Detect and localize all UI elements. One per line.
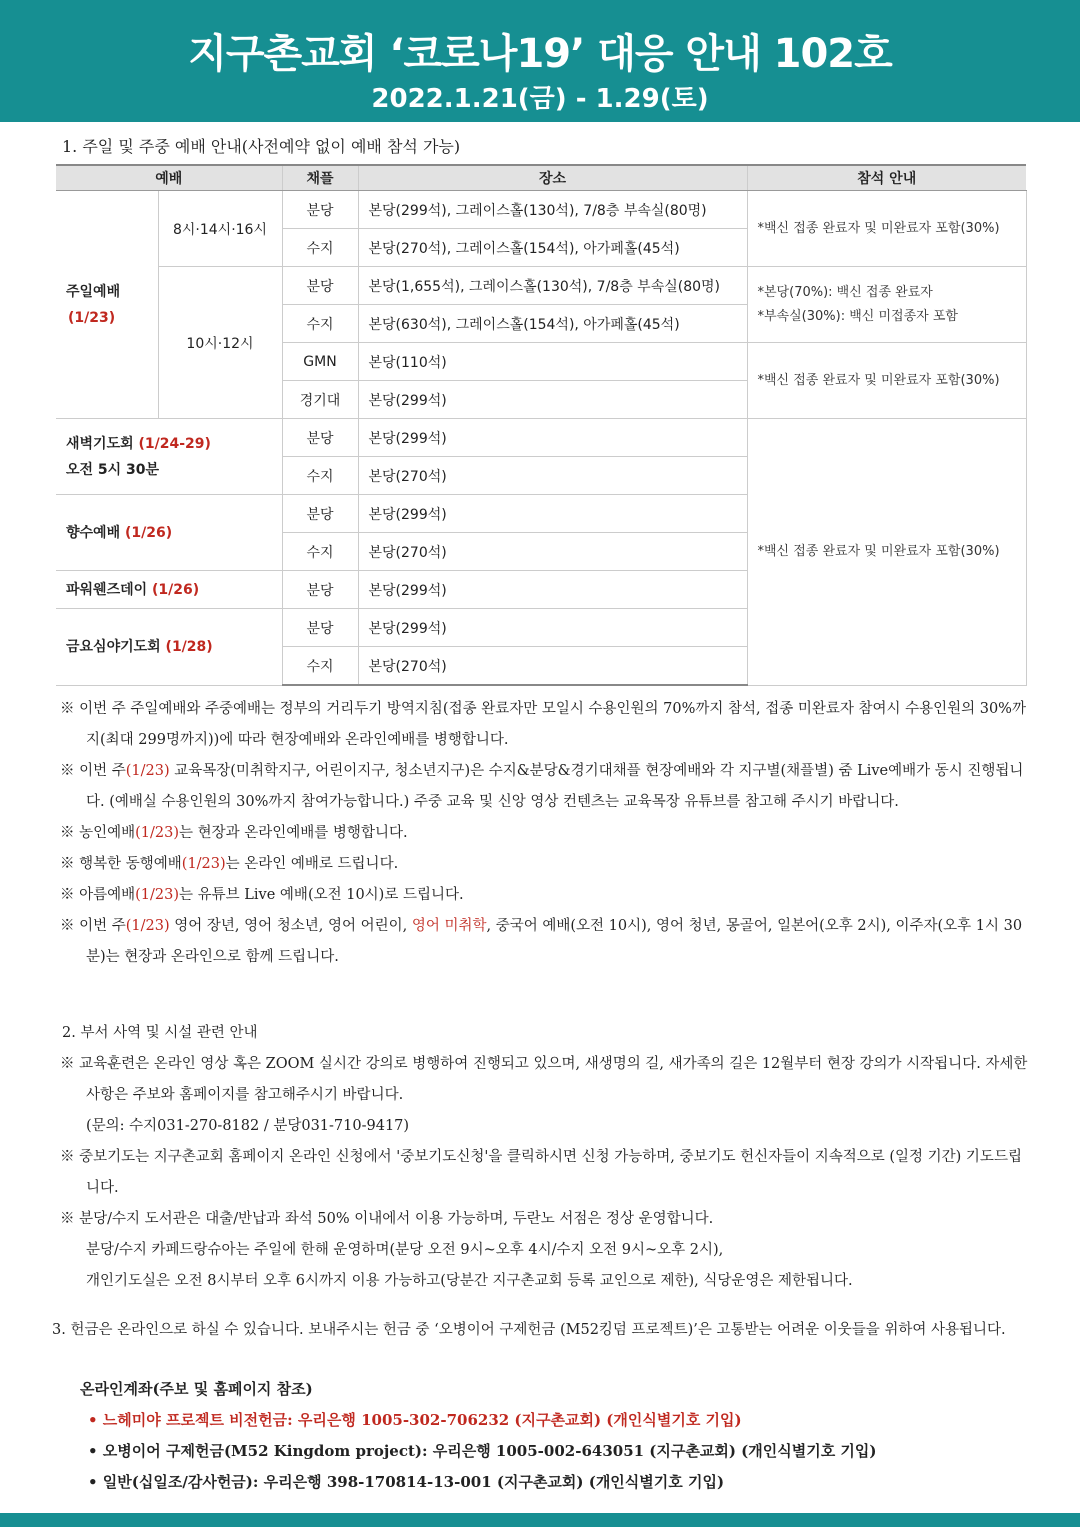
sunday-service-cell [56,191,158,419]
friday-prayer-name: 금요심야기도회 [66,638,166,655]
dawn-prayer-time: 오전 5시 30분 [66,461,160,478]
power-wednesday-cell [56,571,282,609]
note-education: ※ 이번 주(1/23) 교육목장(미취학지구, 어린이지구, 청소년지구)은 수지&분당&경기대채플 현장예배와 각 지구별(채플별) 줌 Live예배가 동시 진행됩니다. (예배실 수용인원의 30%까지 참여가능합니다.) 주중 교육 및 신앙 영상 컨텐츠는 교육목장 유튜브를 참고해 주시기 바랍니다. [60,763,1024,810]
hyangsu-service-cell [56,495,282,571]
online-account-title: 온라인계좌(주보 및 홈페이지 참조) [80,1380,313,1398]
chapel-cell: GMN [282,343,358,381]
chapel-cell: 수지 [282,229,358,267]
table-row [56,191,1026,229]
note-cafe: 분당/수지 카페드랑슈아는 주일에 한해 운영하며(분당 오전 9시~오후 4시/수지 오전 9시~오후 2시), [86,1242,724,1258]
place-cell: 본당(299석) [358,381,747,419]
header-attendance: 참석 안내 [747,165,1026,191]
note-distancing: ※ 이번 주 주일예배와 주중예배는 정부의 거리두기 방역지침(접종 완료자만 모일시 수용인원의 70%까지 참석, 접종 미완료자 참여시 수용인원의 30%까지(최대 299명까지))에 따라 현장예배와 온라인예배를 병행합니다. [60,701,1026,748]
worship-schedule-table [56,164,1027,686]
hyangsu-service-name: 향수예배 [66,524,125,541]
dawn-prayer-cell [56,419,282,495]
attendance-note-2b: *부속실(30%): 백신 미접종자 포함 [757,308,958,324]
chapel-cell: 분당 [282,419,358,457]
note-library: ※ 분당/수지 도서관은 대출/반납과 좌석 50% 이내에서 이용 가능하며, 두란노 서점은 정상 운영합니다. [60,1211,714,1227]
place-cell: 본당(299석) [358,609,747,647]
dawn-prayer-date: (1/24-29) [138,435,211,452]
chapel-cell: 수지 [282,457,358,495]
attendance-note-1: *백신 접종 완료자 및 미완료자 포함(30%) [747,191,1026,267]
section2 [60,1018,1030,1297]
chapel-cell: 경기대 [282,381,358,419]
header-chapel: 채플 [282,165,358,191]
note-areum-service: ※ 아름예배(1/23)는 유튜브 Live 예배(오전 10시)로 드립니다. [60,887,464,903]
attendance-note-2 [747,267,1026,343]
place-cell: 본당(270석) [358,533,747,571]
hyangsu-service-date: (1/26) [124,524,173,541]
account-general: • 일반(십일조/감사헌금): 우리은행 398-170814-13-001 (지구촌교회) (개인식별기호 기입) [88,1473,725,1491]
place-cell: 본당(299석) [358,571,747,609]
header-place: 장소 [358,165,747,191]
attendance-note-2a: *본당(70%): 백신 접종 완료자 [757,284,933,300]
table-row [56,267,1026,305]
place-cell: 본당(299석) [358,419,747,457]
header-banner [0,0,1080,122]
place-cell: 본당(1,655석), 그레이스홀(130석), 7/8층 부속실(80명) [358,267,747,305]
footer-bar [0,1513,1080,1527]
chapel-cell: 분당 [282,495,358,533]
section2-heading: 2. 부서 사역 및 시설 관련 안내 [62,1025,258,1041]
chapel-cell: 분당 [282,571,358,609]
note-training: ※ 교육훈련은 온라인 영상 혹은 ZOOM 실시간 강의로 병행하여 진행되고 있으며, 새생명의 길, 새가족의 길은 12월부터 현장 강의가 시작됩니다. 자세한 사항은 주보와 홈페이지를 참고해주시기 바랍니다. [60,1056,1028,1103]
note-contact: (문의: 수지031-270-8182 / 분당031-710-9417) [86,1118,410,1134]
account-nehemiah: • 느헤미야 프로젝트 비전헌금: 우리은행 1005-302-706232 (지구촌교회) (개인식별기호 기입) [88,1411,742,1429]
note-intercession: ※ 중보기도는 지구촌교회 홈페이지 온라인 신청에서 '중보기도신청'을 클릭하시면 신청 가능하며, 중보기도 헌신자들이 지속적으로 (일정 기간) 기도드립니다. [60,1149,1022,1196]
chapel-cell: 수지 [282,647,358,686]
note-prayer-room: 개인기도실은 오전 8시부터 오후 6시까지 이용 가능하고(당분간 지구촌교회 등록 교인으로 제한), 식당운영은 제한됩니다. [86,1273,853,1289]
table-header-row [56,165,1026,191]
power-wednesday-date: (1/26) [152,581,200,598]
sunday-service-date: (1/23) [68,309,116,326]
section3-offering: 3. 헌금은 온라인으로 하실 수 있습니다. 보내주시는 헌금 중 ‘오병이어 구제헌금 (M52킹덤 프로젝트)’은 고통받는 어려운 이웃들을 위하여 사용됩니다. [52,1322,1006,1338]
header-service: 예배 [56,165,282,191]
account-relief: • 오병이어 구제헌금(M52 Kingdom project): 우리은행 1005-002-643051 (지구촌교회) (개인식별기호 기입) [88,1442,877,1460]
place-cell: 본당(630석), 그레이스홀(154석), 아가페홀(45석) [358,305,747,343]
place-cell: 본당(110석) [358,343,747,381]
time-slot-2: 10시·12시 [158,267,282,419]
place-cell: 본당(299석) [358,495,747,533]
attendance-note-4: *백신 접종 완료자 및 미완료자 포함(30%) [747,419,1026,686]
time-slot-1: 8시·14시·16시 [158,191,282,267]
chapel-cell: 수지 [282,305,358,343]
section1-notes [60,694,1030,973]
place-cell: 본당(270석) [358,457,747,495]
sunday-service-name: 주일예배 [66,283,121,300]
note-language-services: ※ 이번 주(1/23) 영어 장년, 영어 청소년, 영어 어린이, 영어 미취학, 중국어 예배(오전 10시), 영어 청년, 몽골어, 일본어(오후 2시), 이주자(오후 1시 30분)는 현장과 온라인으로 함께 드립니다. [60,918,1023,965]
note-deaf-service: ※ 농인예배(1/23)는 현장과 온라인예배를 병행합니다. [60,825,408,841]
chapel-cell: 수지 [282,533,358,571]
place-cell: 본당(299석), 그레이스홀(130석), 7/8층 부속실(80명) [358,191,747,229]
page-title: 지구촌교회 ‘코로나19’ 대응 안내 102호 [188,31,892,77]
power-wednesday-name: 파워웬즈데이 [66,581,153,598]
chapel-cell: 분당 [282,191,358,229]
friday-prayer-date: (1/28) [165,638,213,655]
attendance-note-3: *백신 접종 완료자 및 미완료자 포함(30%) [747,343,1026,419]
section1-heading: 1. 주일 및 주중 예배 안내(사전예약 없이 예배 참석 가능) [62,137,461,156]
chapel-cell: 분당 [282,267,358,305]
place-cell: 본당(270석), 그레이스홀(154석), 아가페홀(45석) [358,229,747,267]
table-row [56,419,1026,457]
chapel-cell: 분당 [282,609,358,647]
note-happy-service: ※ 행복한 동행예배(1/23)는 온라인 예배로 드립니다. [60,856,399,872]
friday-prayer-cell [56,609,282,686]
page-subtitle: 2022.1.21(금) - 1.29(토) [371,84,709,114]
section3 [52,1315,1028,1346]
place-cell: 본당(270석) [358,647,747,686]
dawn-prayer-name: 새벽기도회 [66,435,139,452]
